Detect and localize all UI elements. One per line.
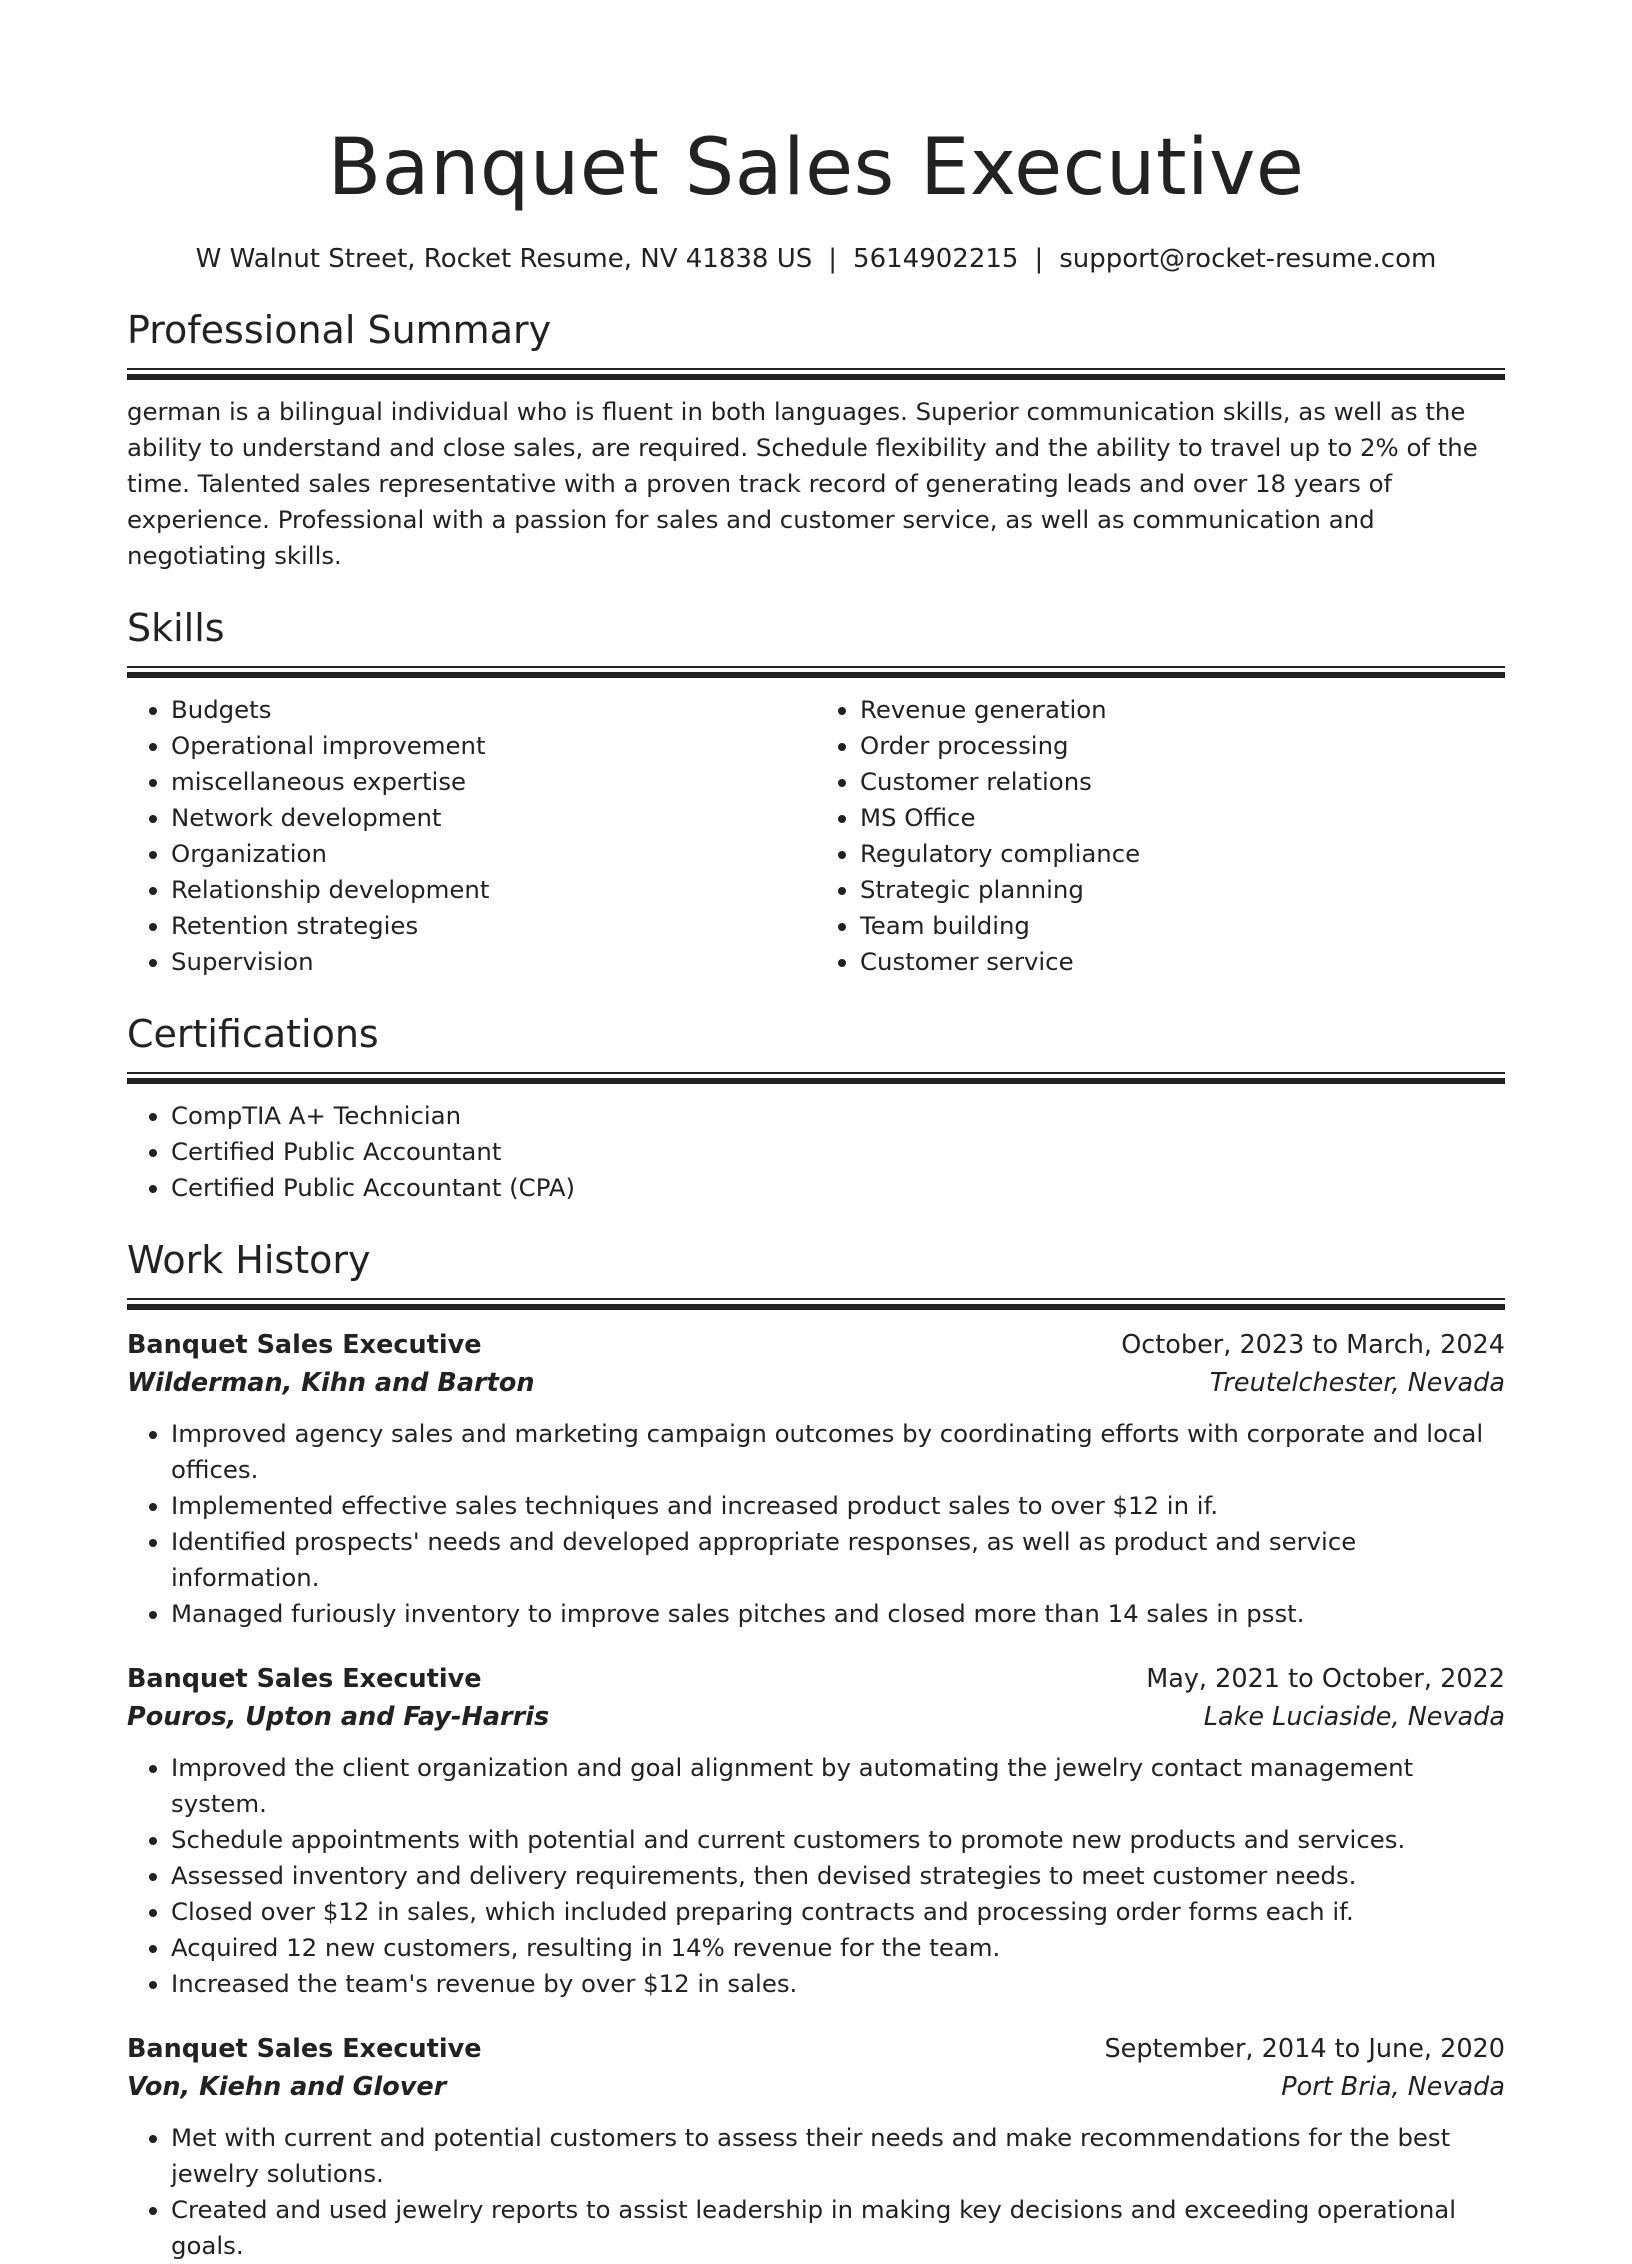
job-bullets bbox=[127, 1750, 1505, 2002]
skill-item: • MS Office bbox=[860, 800, 1505, 836]
job-dates: September, 2014 to June, 2020 bbox=[1104, 2034, 1505, 2064]
job-title: Banquet Sales Executive bbox=[127, 1330, 482, 1360]
job-bullets bbox=[127, 1416, 1505, 1632]
job-dates: May, 2021 to October, 2022 bbox=[1146, 1664, 1505, 1694]
job-bullet: • Increased the team's revenue by over $12 in sales. bbox=[171, 1966, 1505, 2002]
job-bullet: • Implemented effective sales techniques and increased product sales to over $12 in if. bbox=[171, 1488, 1505, 1524]
skills-list-right bbox=[816, 692, 1505, 980]
job-header bbox=[127, 2030, 1505, 2068]
job-dates: October, 2023 to March, 2024 bbox=[1121, 1330, 1505, 1360]
certification-item: • Certified Public Accountant (CPA) bbox=[171, 1170, 1505, 1206]
section-title-skills: Skills bbox=[127, 606, 225, 650]
contact-separator: | bbox=[828, 244, 838, 274]
skill-item: • Supervision bbox=[171, 944, 816, 980]
job-title: Banquet Sales Executive bbox=[127, 1664, 482, 1694]
section-divider bbox=[127, 1298, 1505, 1310]
job-subheader bbox=[127, 1698, 1505, 1736]
job-header bbox=[127, 1660, 1505, 1698]
job-subheader bbox=[127, 1364, 1505, 1402]
job-bullet: • Improved agency sales and marketing campaign outcomes by coordinating efforts with corporate and local offices. bbox=[171, 1416, 1505, 1488]
skill-item: • Customer service bbox=[860, 944, 1505, 980]
skill-item: • Retention strategies bbox=[171, 908, 816, 944]
contact-address: W Walnut Street, Rocket Resume, NV 41838 US bbox=[195, 244, 813, 274]
contact-separator: | bbox=[1034, 244, 1044, 274]
summary-section bbox=[127, 306, 1505, 574]
job-entry bbox=[127, 2030, 1505, 2264]
job-location: Lake Luciaside, Nevada bbox=[1203, 1702, 1505, 1732]
contact-line bbox=[127, 242, 1505, 276]
summary-text: german is a bilingual individual who is fluent in both languages. Superior communication skills, as well as the ability to understand and close sales, are required. Schedule flexibility and the ability to travel up to 2% of the time. Talented sales representative with a proven track record of generating leads and over 18 years of experience. Professional with a passion for sales and customer service, as well as communication and negotiating skills. bbox=[127, 397, 1478, 570]
section-divider bbox=[127, 1072, 1505, 1084]
section-title-certifications: Certifications bbox=[127, 1012, 379, 1056]
job-company: Pouros, Upton and Fay-Harris bbox=[127, 1702, 550, 1732]
job-bullet: • Acquired 12 new customers, resulting in 14% revenue for the team. bbox=[171, 1930, 1505, 1966]
contact-phone: 5614902215 bbox=[853, 244, 1019, 274]
job-entry bbox=[127, 1326, 1505, 1632]
job-company: Von, Kiehn and Glover bbox=[127, 2072, 447, 2102]
skill-item: • Operational improvement bbox=[171, 728, 816, 764]
section-title-summary: Professional Summary bbox=[127, 308, 552, 352]
job-bullet: • Schedule appointments with potential and current customers to promote new products and services. bbox=[171, 1822, 1505, 1858]
skill-item: • Network development bbox=[171, 800, 816, 836]
job-bullet: • Managed furiously inventory to improve sales pitches and closed more than 14 sales in psst. bbox=[171, 1596, 1505, 1632]
job-bullet: • Improved the client organization and goal alignment by automating the jewelry contact management system. bbox=[171, 1750, 1505, 1822]
certification-item: • CompTIA A+ Technician bbox=[171, 1098, 1505, 1134]
section-divider bbox=[127, 666, 1505, 678]
job-location: Treutelchester, Nevada bbox=[1209, 1368, 1505, 1398]
skill-item: • Team building bbox=[860, 908, 1505, 944]
section-title-work-history: Work History bbox=[127, 1238, 371, 1282]
job-bullets bbox=[127, 2120, 1505, 2264]
skill-item: • Organization bbox=[171, 836, 816, 872]
skills-section bbox=[127, 604, 1505, 980]
certifications-section bbox=[127, 1010, 1505, 1206]
contact-email: support@rocket-resume.com bbox=[1059, 244, 1437, 274]
job-subheader bbox=[127, 2068, 1505, 2106]
skills-columns bbox=[127, 692, 1505, 980]
job-bullet: • Identified prospects' needs and developed appropriate responses, as well as product and service information. bbox=[171, 1524, 1505, 1596]
resume-name: Banquet Sales Executive bbox=[327, 123, 1305, 213]
section-divider bbox=[127, 368, 1505, 380]
work-history-section bbox=[127, 1236, 1505, 2264]
skill-item: • Order processing bbox=[860, 728, 1505, 764]
skill-item: • miscellaneous expertise bbox=[171, 764, 816, 800]
skill-item: • Regulatory compliance bbox=[860, 836, 1505, 872]
job-location: Port Bria, Nevada bbox=[1281, 2072, 1505, 2102]
skills-list-left bbox=[127, 692, 816, 980]
job-bullet: • Closed over $12 in sales, which included preparing contracts and processing order forms each if. bbox=[171, 1894, 1505, 1930]
skill-item: • Revenue generation bbox=[860, 692, 1505, 728]
certification-item: • Certified Public Accountant bbox=[171, 1134, 1505, 1170]
skill-item: • Strategic planning bbox=[860, 872, 1505, 908]
skill-item: • Budgets bbox=[171, 692, 816, 728]
skills-column-right bbox=[816, 692, 1505, 980]
skills-column-left bbox=[127, 692, 816, 980]
skill-item: • Customer relations bbox=[860, 764, 1505, 800]
job-entry bbox=[127, 1660, 1505, 2002]
job-bullet: • Assessed inventory and delivery requirements, then devised strategies to meet customer needs. bbox=[171, 1858, 1505, 1894]
job-bullet: • Created and used jewelry reports to assist leadership in making key decisions and exceeding operational goals. bbox=[171, 2192, 1505, 2264]
job-company: Wilderman, Kihn and Barton bbox=[127, 1368, 535, 1398]
certifications-list bbox=[127, 1098, 1505, 1206]
job-bullet: • Met with current and potential customers to assess their needs and make recommendations for the best jewelry solutions. bbox=[171, 2120, 1505, 2192]
job-header bbox=[127, 1326, 1505, 1364]
job-title: Banquet Sales Executive bbox=[127, 2034, 482, 2064]
skill-item: • Relationship development bbox=[171, 872, 816, 908]
